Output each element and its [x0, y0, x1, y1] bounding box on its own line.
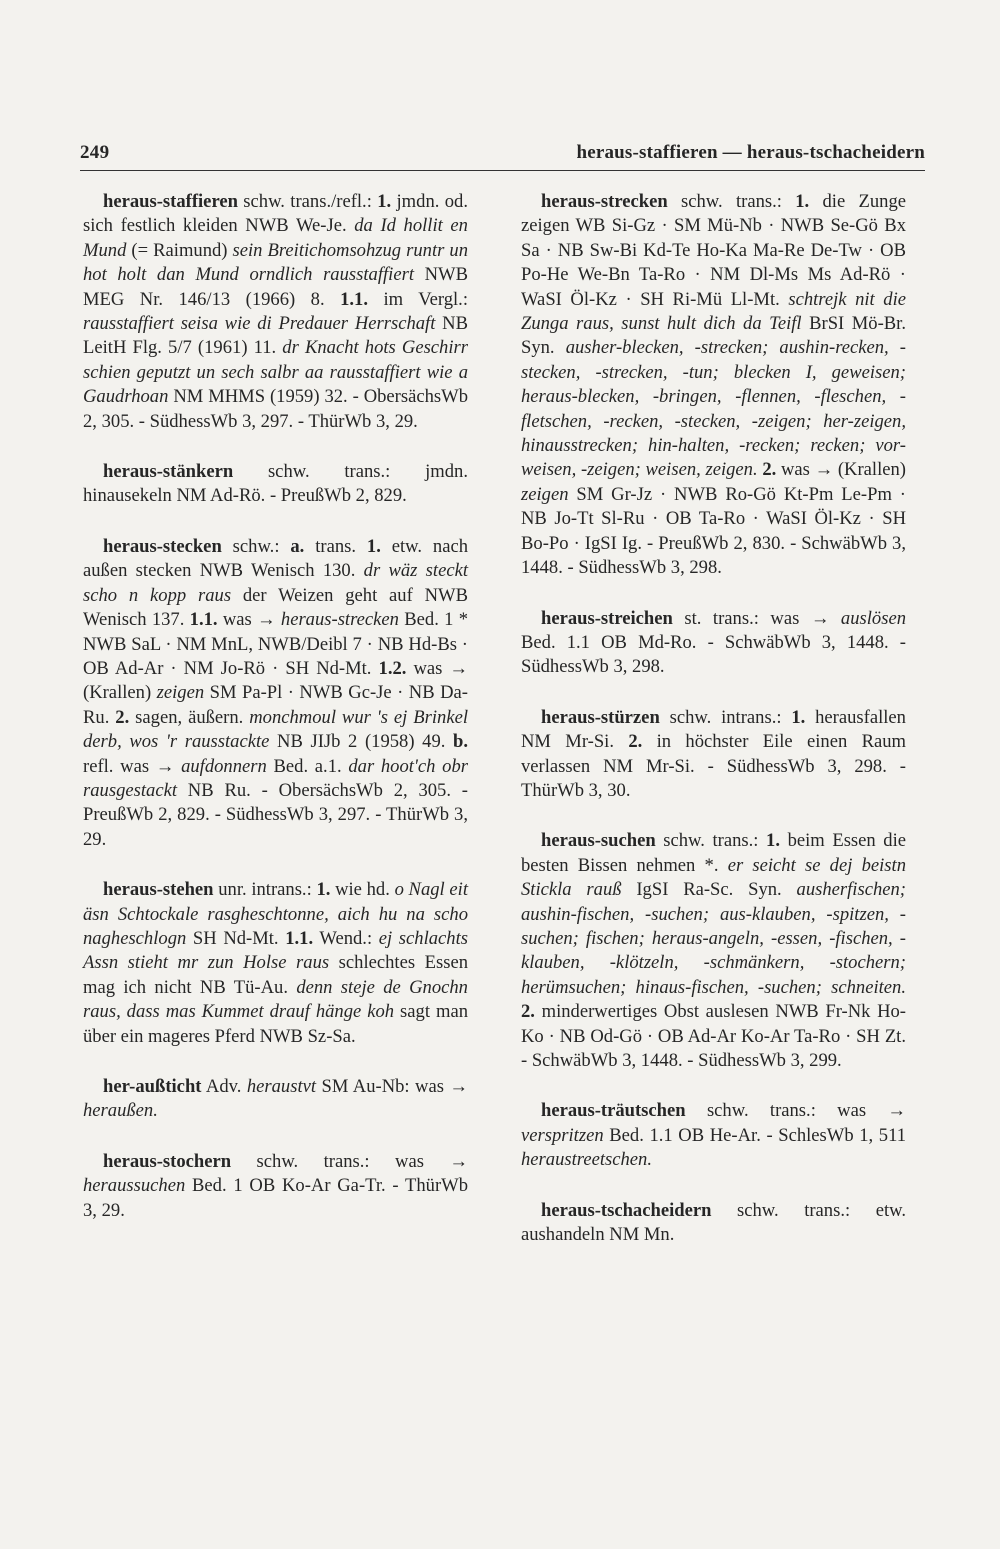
dictionary-entry — [521, 607, 906, 680]
dictionary-entry — [83, 878, 468, 1049]
dictionary-entry — [83, 190, 468, 434]
entry-body: schw. intrans.: 1. herausfallen NM Mr-Si. 2. in höchster Eile einen Raum verlassen NM Mr-Si. - SüdhessWb 3, 298. - ThürWb 3, 30. — [521, 706, 906, 801]
entry-headword: heraus-träutschen — [541, 1100, 686, 1122]
entry-headword: her-außticht — [103, 1076, 202, 1097]
entry-body: schw. trans.: jmdn. hinausekeln NM Ad-Rö. - PreußWb 2, 829. — [83, 461, 468, 507]
running-head: heraus-staffieren — heraus-tschacheidern — [576, 142, 925, 163]
dictionary-entry — [83, 460, 468, 509]
entry-body: schw. trans.: 1. die Zunge zeigen WB Si-Gz · SM Mü-Nb · NWB Se-Gö Bx Sa · NB Sw-Bi Kd-Te Ho-Ka Ma-Re De-Tw · OB Po-He We-Bn Ta-Ro · NM Dl-Ms Ms Ad-Rö · WaSI Öl-Kz · SH Ri-Mü Ll-Mt. schtrejk nit die Zunga raus, sunst hult dich da Teifl BrSI Mö-Br. Syn. ausher-blecken, -strecken; aushin-recken, -stecken, -strecken, -tun; blecken I, geweisen; heraus-blecken, -bringen, -flennen, -fleschen, -fletschen, -recken, -stecken, -zeigen; her-zeigen, hinausstrecken; hin-halten, -recken; recken; vor-weisen, -zeigen; weisen, zeigen. 2. was → (Krallen) zeigen SM Gr-Jz · NWB Ro-Gö Kt-Pm Le-Pm · NB Jo-Tt Sl-Ru · OB Ta-Ro · WaSI Öl-Kz · SH Bo-Po · IgSI Ig. - PreußWb 2, 830. - SchwäbWb 3, 1448. - SüdhessWb 3, 298. — [521, 191, 907, 579]
entry-body: schw. trans.: was → heraussuchen Bed. 1 OB Ko-Ar Ga-Tr. - ThürWb 3, 29. — [83, 1150, 468, 1221]
right-column — [521, 190, 906, 1273]
dictionary-entry — [83, 1150, 468, 1223]
entry-body: schw. trans./refl.: 1. jmdn. od. sich festlich kleiden NWB We-Je. da Id hollit en Mund (= Raimund) sein Breitichomsohzug runtr un hot holt dan Mund orndlich rausstaffiert NWB MEG Nr. 146/13 (1966) 8. 1.1. im Vergl.: rausstaffiert seisa wie di Predauer Herrschaft NB LeitH Flg. 5/7 (1961) 11. dr Knacht hots Geschirr schien geputzt un sech salbr aa rausstaffiert wie a Gaudrhoan NM MHMS (1959) 32. - ObersächsWb 2, 305. - SüdhessWb 3, 297. - ThürWb 3, 29. — [83, 191, 469, 432]
dictionary-entry — [521, 190, 906, 581]
entry-headword: heraus-stochern — [103, 1150, 232, 1172]
entry-headword: heraus-streichen — [541, 607, 673, 629]
entry-headword: heraus-staffieren — [103, 191, 238, 212]
entry-body: Adv. heraustvt SM Au-Nb: was → heraußen. — [83, 1076, 468, 1122]
entry-body: schw.: a. trans. 1. etw. nach außen stecken NWB Wenisch 130. dr wäz steckt scho n kopp raus der Weizen geht auf NWB Wenisch 137. 1.1. was → heraus-strecken Bed. 1 * NWB SaL · NM MnL, NWB/Deibl 7 · NB Hd-Bs · OB Ad-Ar · NM Jo-Rö · SH Nd-Mt. 1.2. was → (Krallen) zeigen SM Pa-Pl · NWB Gc-Je · NB Da-Ru. 2. sagen, äußern. monchmoul wur 's ej Brinkel derb, wos 'r rausstackte NB JIJb 2 (1958) 49. b. refl. was → aufdonnern Bed. a.1. dar hoot'ch obr rausgestackt NB Ru. - ObersächsWb 2, 305. - PreußWb 2, 829. - SüdhessWb 3, 297. - ThürWb 3, 29. — [83, 535, 469, 850]
entry-headword: heraus-stehen — [103, 879, 214, 901]
dictionary-entry — [521, 829, 906, 1073]
entry-body: schw. trans.: 1. beim Essen die besten Bissen nehmen *. er seicht se dej beistn Stickla rauß IgSI Ra-Sc. Syn. ausherfischen; aushin-fischen, -suchen; aus-klauben, -spitzen, -suchen; fischen; heraus-angeln, -essen, -fischen, -klauben, -klötzeln, -schmänkern, -stochern; herümsuchen; hinaus-fischen, -suchen; schneiten. 2. minderwertiges Obst auslesen NWB Fr-Nk Ho-Ko · NB Od-Gö · OB Ad-Ar Ko-Ar Ta-Ro · SH Zt. - SchwäbWb 3, 1448. - SüdhessWb 3, 299. — [521, 830, 907, 1071]
entry-headword: heraus-stecken — [103, 535, 222, 557]
dictionary-entry — [83, 1075, 468, 1124]
entry-headword: heraus-tschacheidern — [541, 1199, 712, 1221]
dictionary-entry — [521, 706, 906, 804]
entry-headword: heraus-stänkern — [103, 461, 234, 483]
entry-body: schw. trans.: was → verspritzen Bed. 1.1 OB He-Ar. - SchlesWb 1, 511 heraustreetschen. — [521, 1100, 906, 1171]
entry-headword: heraus-stürzen — [541, 706, 660, 728]
dictionary-entry — [521, 1199, 906, 1248]
entry-headword: heraus-suchen — [541, 830, 656, 852]
entry-headword: heraus-strecken — [541, 191, 668, 212]
dictionary-entry — [521, 1099, 906, 1172]
page-header — [80, 136, 925, 171]
page-number: 249 — [80, 142, 110, 163]
left-column — [83, 190, 468, 1249]
dictionary-entry — [83, 535, 468, 852]
entry-body: st. trans.: was → auslösen Bed. 1.1 OB Md-Ro. - SchwäbWb 3, 1448. - SüdhessWb 3, 298. — [521, 607, 906, 678]
entry-body: schw. trans.: etw. aushandeln NM Mn. — [521, 1199, 906, 1246]
entry-body: unr. intrans.: 1. wie hd. o Nagl eit äsn Schtockale rasgheschtonne, aich hu na scho nagheschlogn SH Nd-Mt. 1.1. Wend.: ej schlachts Assn stieht mr zun Holse raus schlechtes Essen mag ich nicht NB Tü-Au. denn steje de Gnochn raus, dass mas Kummet drauf hänge koh sagt man über ein mageres Pferd NWB Sz-Sa. — [83, 879, 468, 1047]
